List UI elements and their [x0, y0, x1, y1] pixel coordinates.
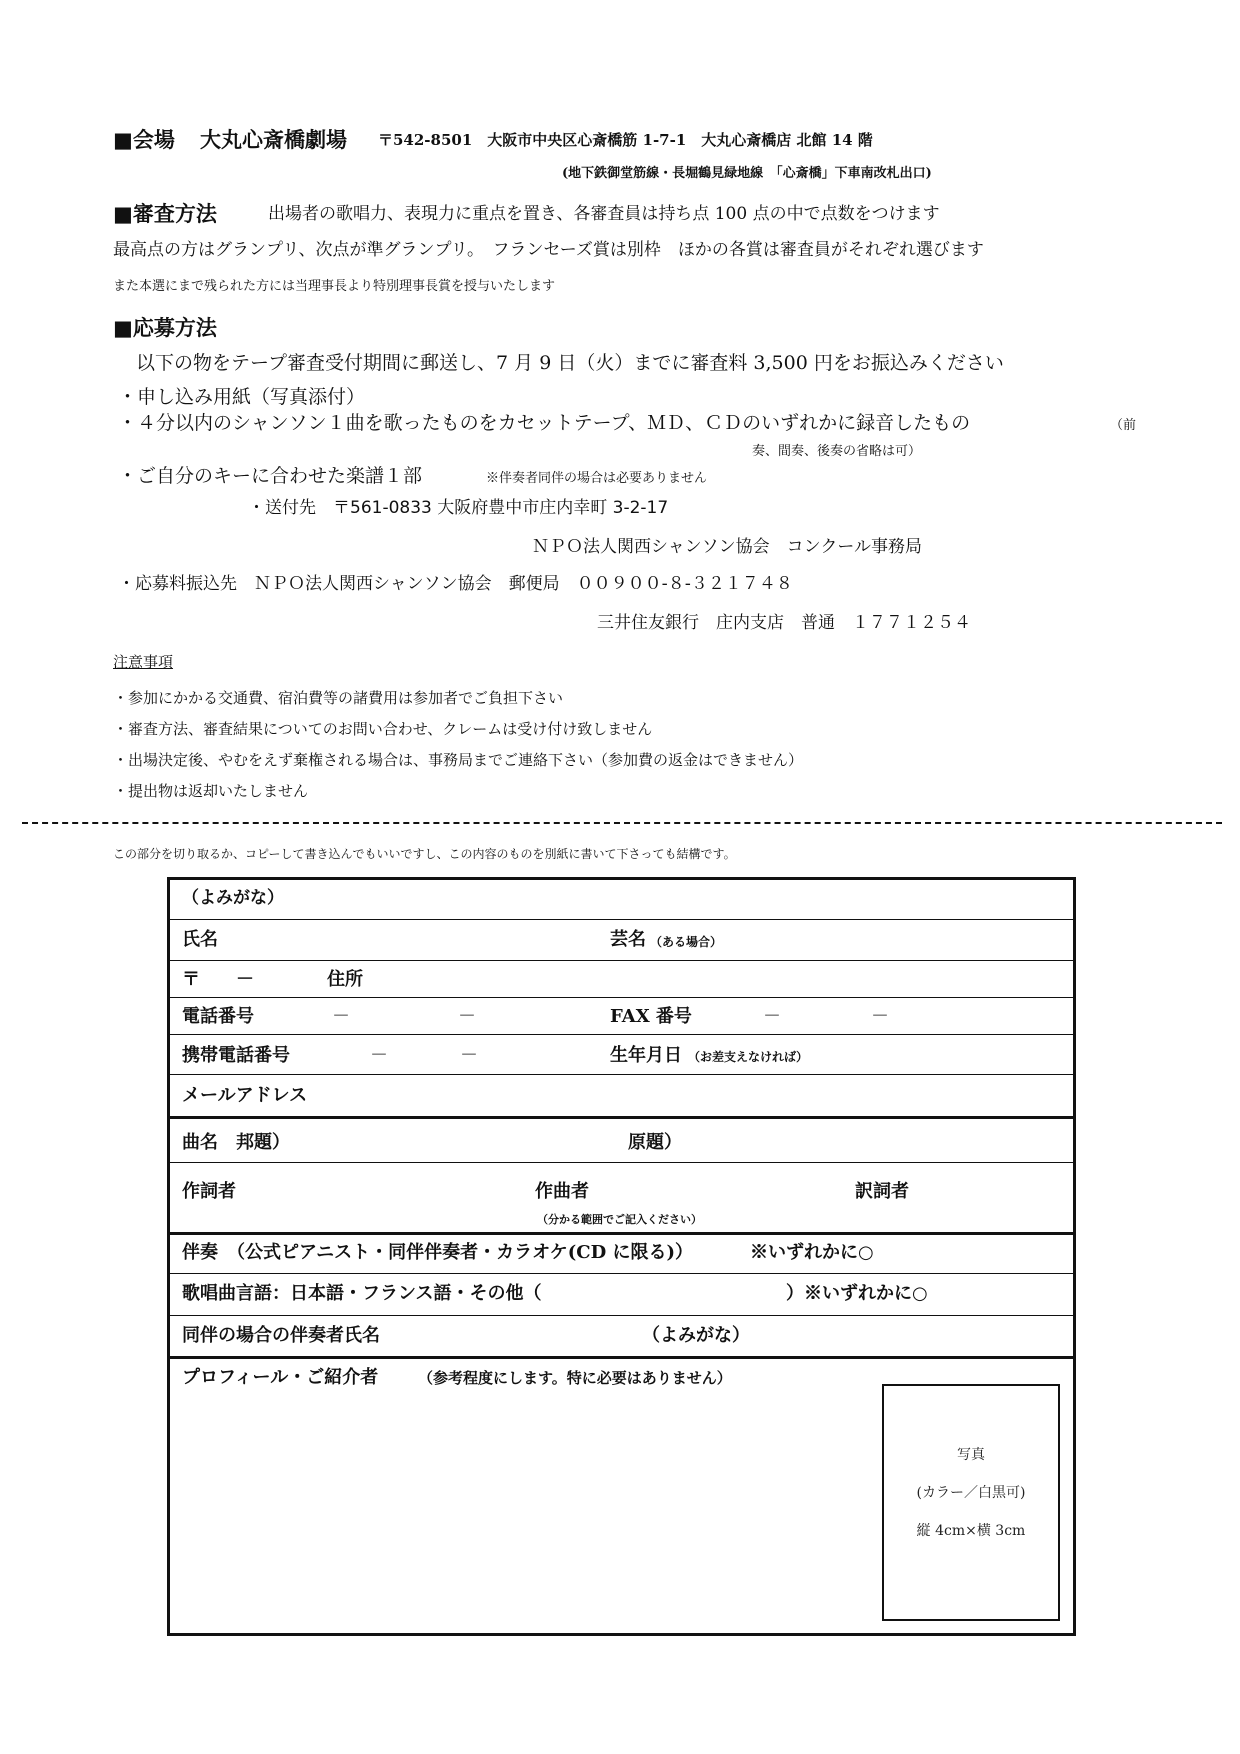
notes-item-1: ・参加にかかる交通費、宿泊費等の諸費用は参加者でご負担下さい: [113, 689, 564, 707]
judging-heading: ■審査方法: [113, 201, 217, 226]
composer-label: 作曲者: [535, 1181, 589, 1202]
application-intro: 以下の物をテープ審査受付期間に郵送し、7 月 9 日（火）までに審査料 3,500 円をお振込みください: [136, 352, 1004, 374]
photo-box[interactable]: [882, 1384, 1060, 1621]
notes-heading: 注意事項: [113, 653, 174, 671]
profile-label: プロフィール・ご紹介者: [182, 1367, 379, 1388]
photo-color-note: (カラー／白黒可): [916, 1485, 1026, 1501]
notes-item-4: ・提出物は返却いたしません: [113, 782, 309, 800]
application-item2-note-a: （前: [1110, 418, 1137, 433]
birthday-label: 生年月日: [610, 1045, 682, 1066]
fax-dashes: － －: [763, 1006, 889, 1027]
application-item3: ・ご自分のキーに合わせた楽譜１部: [118, 465, 423, 487]
application-form: [167, 877, 1076, 1636]
row-divider-thick: [170, 1356, 1073, 1359]
postal-label: 〒 －: [182, 969, 254, 990]
row-divider: [170, 997, 1073, 998]
application-item1: ・申し込み用紙（写真添付）: [118, 386, 366, 408]
phone-label: 電話番号: [182, 1006, 254, 1027]
send-to-address: ・送付先 〒561-0833 大阪府豊中市庄内幸町 3-2-17: [248, 498, 669, 518]
address-label: 住所: [327, 969, 363, 990]
name-label: 氏名: [182, 929, 218, 950]
judging-line2: 最高点の方はグランプリ、次点が準グランプリ。 フランセーズ賞は別枠 ほかの各賞は審査員がそれぞれ選びます: [113, 240, 984, 260]
lyricist-label: 作詞者: [182, 1181, 236, 1202]
accompaniment-note: ※いずれかに○: [750, 1242, 874, 1263]
send-to-organization: ＮＰＯ法人関西シャンソン協会 コンクール事務局: [532, 537, 922, 557]
application-item3-note: ※伴奏者同伴の場合は必要ありません: [486, 471, 708, 486]
payment-bank: 三井住友銀行 庄内支店 普通 １７７１２５４: [597, 613, 971, 633]
payment-postal: ・応募料振込先 ＮＰＯ法人関西シャンソン協会 郵便局 ００９００-８-３２１７４８: [118, 574, 793, 594]
application-item2-note-b: 奏、間奏、後奏の省略は可）: [752, 444, 922, 459]
row-divider: [170, 1273, 1073, 1274]
row-divider: [170, 1162, 1073, 1163]
accompanist-furigana-label: （よみがな）: [642, 1325, 750, 1346]
language-note: ）※いずれかに○: [786, 1283, 928, 1304]
venue-heading: ■会場: [113, 127, 175, 152]
photo-title: 写真: [957, 1447, 985, 1463]
row-divider-thick: [170, 1116, 1073, 1119]
language-label: 歌唱曲言語：日本語・フランス語・その他（: [182, 1283, 542, 1304]
row-divider: [170, 919, 1073, 920]
mobile-dashes: － －: [370, 1045, 478, 1066]
photo-size-note: 縦 4cm×横 3cm: [916, 1523, 1026, 1539]
fax-label: FAX 番号: [610, 1006, 692, 1027]
birthday-note: （お差支えなければ）: [688, 1050, 809, 1064]
judging-line3: また本選にまで残られた方には当理事長より特別理事長賞を授与いたします: [113, 279, 556, 294]
accompaniment-label: 伴奏 （公式ピアニスト・同伴伴奏者・カラオケ(CD に限る)）: [182, 1242, 693, 1263]
application-item2: ・４分以内のシャンソン１曲を歌ったものをカセットテープ、ＭＤ、ＣＤのいずれかに録音したもの: [118, 412, 971, 434]
application-heading: ■応募方法: [113, 315, 217, 340]
profile-note: （参考程度にします。特に必要はありません）: [418, 1369, 732, 1387]
accompanist-label: 同伴の場合の伴奏者氏名: [182, 1325, 380, 1346]
original-title-label: 原題）: [628, 1132, 682, 1153]
row-divider: [170, 1034, 1073, 1035]
notes-item-3: ・出場決定後、やむをえず棄権される場合は、事務局までご連絡下さい（参加費の返金はできません）: [113, 751, 804, 769]
mobile-label: 携帯電話番号: [182, 1045, 290, 1066]
song-title-label: 曲名 邦題）: [182, 1132, 290, 1153]
venue-address: 〒542-8501 大阪市中央区心斎橋筋 1-7-1 大丸心斎橋店 北館 14 階: [378, 131, 873, 149]
row-divider: [170, 1074, 1073, 1075]
judging-line1: 出場者の歌唱力、表現力に重点を置き、各審査員は持ち点 100 点の中で点数をつけます: [268, 204, 940, 224]
notes-item-2: ・審査方法、審査結果についてのお問い合わせ、クレームは受け付け致しません: [113, 720, 653, 738]
phone-dashes: － －: [332, 1006, 476, 1027]
venue-access: (地下鉄御堂筋線・長堀鶴見緑地線 「心斎橋」下車南改札出口): [562, 166, 932, 181]
row-divider: [170, 1315, 1073, 1316]
venue-name: 大丸心斎橋劇場: [200, 127, 347, 152]
credit-note: （分かる範囲でご記入ください）: [537, 1213, 702, 1226]
stage-name-note: （ある場合）: [650, 935, 723, 949]
cut-line: [22, 822, 1222, 824]
translator-label: 訳詞者: [855, 1181, 909, 1202]
row-divider: [170, 960, 1073, 961]
cut-instruction: この部分を切り取るか、コピーして書き込んでもいいですし、この内容のものを別紙に書いて下さっても結構です。: [113, 847, 736, 861]
email-label: メールアドレス: [182, 1085, 308, 1106]
row-divider-thick: [170, 1232, 1073, 1235]
furigana-label: （よみがな）: [182, 888, 284, 908]
stage-name-label: 芸名: [610, 929, 646, 950]
